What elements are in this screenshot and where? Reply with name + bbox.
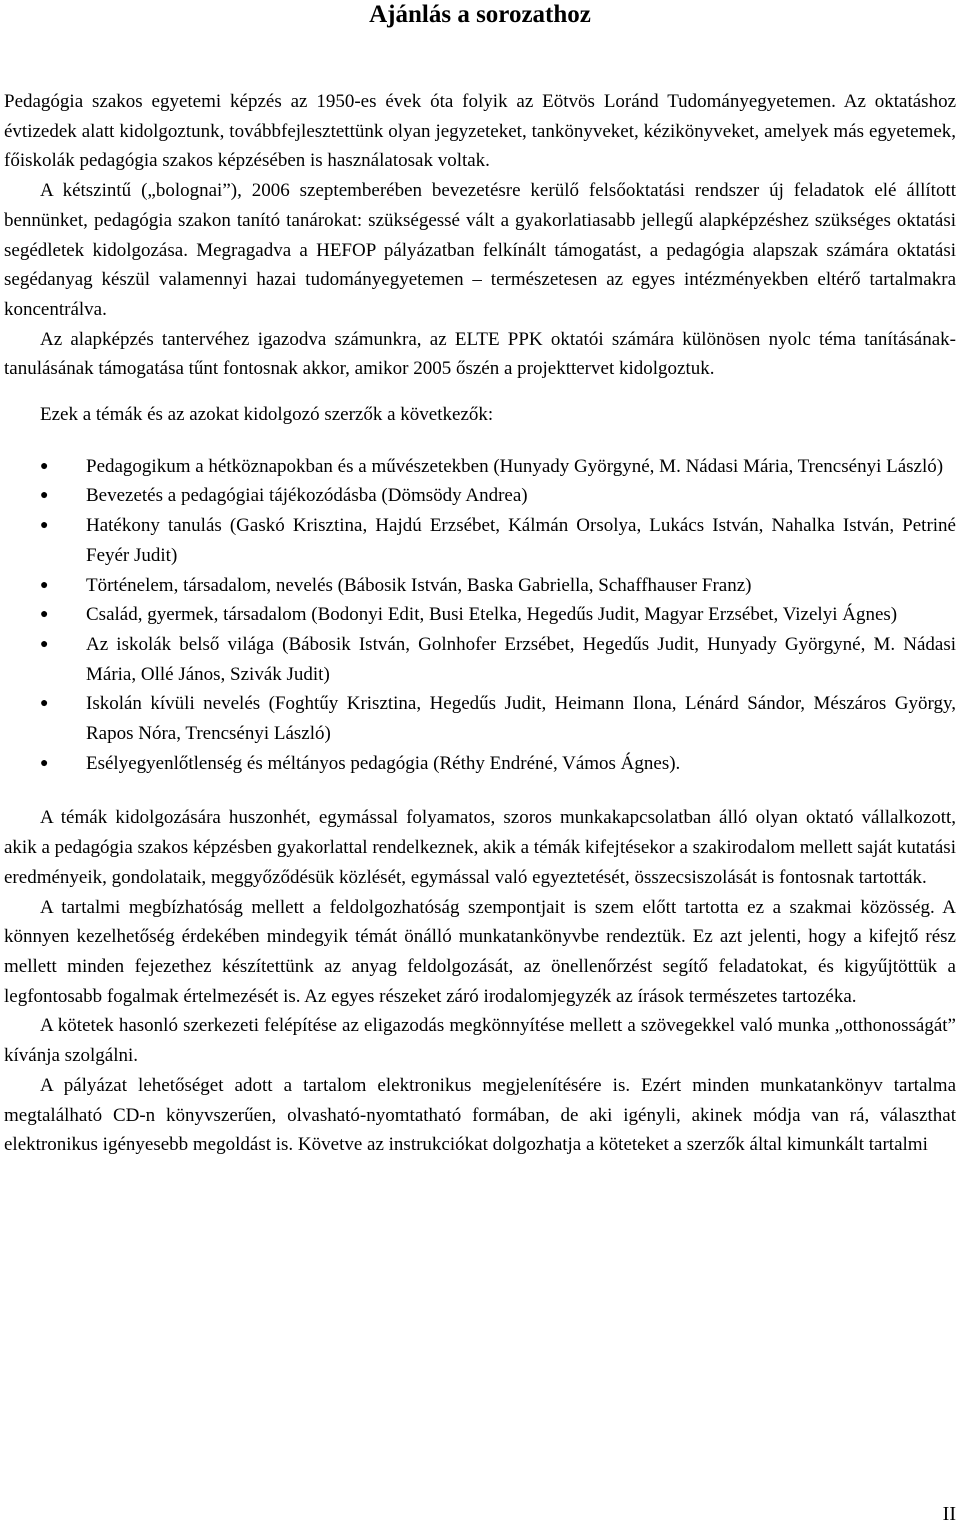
paragraph-reliability: A tartalmi megbízhatóság mellett a feldolgozhatóság szempontjait is szem előtt tartotta ez a szakmai közösség. A könnyen kezelhetőség érdekében mindegyik témát önálló munkatankönyvbe rendeztük. Ez azt jelenti, hogy a kifejtő rész mellett minden fejezethez készítettünk az anyag feldolgozását, az önellenőrzést segítő feladatokat, és kigyűjtöttük a legfontosabb fogalmak értelmezését is. Az egyes részeket záró irodalomjegyzék az írások természetes tartozéka.: [4, 896, 956, 1007]
list-item: [4, 689, 956, 748]
paragraph-authors: A témák kidolgozására huszonhét, egymással folyamatos, szoros munkakapcsolatban álló olyan oktató vállalkozott, akik a pedagógia szakos képzésben gyakorlattal rendelkeznek, akik a témák kifejtésekor a szakirodalom mellett saját kutatási eredményeik, gondolataik, meggyőződésük közlését, egymással való egyeztetését, összecsiszolását is fontosnak tartották.: [4, 807, 956, 888]
list-item: [4, 481, 956, 511]
list-item: [4, 600, 956, 630]
paragraph-bologna-text: A kétszintű („bolognai”), 2006 szeptemberében bevezetésre kerülő felsőoktatási rendszer új feladatok elé állított bennünket, pedagógia szakon tanító tanárokat: szükségessé vált a gyakorlatiasabb jellegű alapképzéshez szükséges oktatási segédletek kidolgozása. Megragadva a HEFOP pályázatban felkínált támogatást, a pedagógia alapszak számára oktatási segédanyag készül valamennyi hazai tudományegyetemen – természetesen az egyes intézményekben eltérő tartalmakra koncentrálva.: [4, 180, 956, 320]
bullet-icon: ●: [40, 488, 49, 504]
list-item-text: Pedagogikum a hétköznapokban és a művészetekben (Hunyady Györgyné, M. Nádasi Mária, Trencsényi László): [86, 455, 944, 477]
list-item-text: Család, gyermek, társadalom (Bodonyi Edit, Busi Etelka, Hegedűs Judit, Magyar Erzsébet, Vizelyi Ágnes): [86, 604, 898, 626]
bullet-icon: ●: [40, 755, 49, 771]
list-item-text: Hatékony tanulás (Gaskó Krisztina, Hajdú Erzsébet, Kálmán Orsolya, Lukács István, Nahalka István, Petriné Feyér Judit): [86, 515, 956, 566]
paragraph-structure: A kötetek hasonló szerkezeti felépítése az eligazodás megkönnyítése mellett a szövegekkel való munka „otthonosságát” kívánja szolgálni.: [4, 1015, 956, 1067]
document-page: [4, 0, 956, 1160]
list-item-text: Bevezetés a pedagógiai tájékozódásba (Dömsödy Andrea): [86, 485, 528, 507]
paragraph-curriculum: Az alapképzés tantervéhez igazodva számunkra, az ELTE PPK oktatói számára különösen nyolc téma tanításának-tanulásának támogatása tűnt fontosnak akkor, amikor 2005 őszén a projekttervet kidolgoztuk.: [4, 328, 956, 380]
paragraph-electronic: A pályázat lehetőséget adott a tartalom elektronikus megjelenítésére is. Ezért minden munkatankönyv tartalma megtalálható CD-n könyvszerűen, olvasható-nyomtatható formában, de aki igényli, akinek módja van rá, választhat elektronikus igényesebb megoldást is. Követve az instrukciókat dolgozhatja a köteteket a szerzők által kimunkált tartalmi: [4, 1074, 956, 1156]
bullet-icon: ●: [40, 458, 49, 474]
paragraph-history: [4, 87, 956, 176]
list-item: [4, 749, 956, 779]
list-item-text: Történelem, társadalom, nevelés (Bábosik István, Baska Gabriella, Schaffhauser Franz): [86, 574, 752, 596]
themes-intro: Ezek a témák és az azokat kidolgozó szerzők a következők:: [40, 404, 494, 426]
list-item: [4, 511, 956, 570]
bullet-icon: ●: [40, 636, 49, 652]
bullet-icon: ●: [40, 577, 49, 593]
bullet-icon: ●: [40, 696, 49, 712]
page-title: Ajánlás a sorozathoz: [369, 1, 591, 28]
bullet-icon: ●: [40, 518, 49, 534]
themes-list: [4, 452, 956, 779]
list-item: [4, 452, 956, 482]
bullet-icon: ●: [40, 607, 49, 623]
list-item-text: Iskolán kívüli nevelés (Foghtűy Krisztina, Hegedűs Judit, Heimann Ilona, Lénárd Sándor, Mészáros György, Rapos Nóra, Trencsényi László): [86, 693, 956, 745]
list-item: [4, 571, 956, 601]
page-number: II: [942, 1503, 956, 1525]
paragraph-history-text: Pedagógia szakos egyetemi képzés az 1950-es évek óta folyik az Eötvös Loránd Tudományegyetemen. Az oktatáshoz évtizedek alatt kidolgoztunk, továbbfejlesztettünk olyan jegyzeteket, tankönyveket, kézikönyveket, amelyek más egyetemek, főiskolák pedagógia szakos képzésében is használatosak voltak.: [4, 91, 956, 172]
list-item-text: Az iskolák belső világa (Bábosik István, Golnhofer Erzsébet, Hegedűs Judit, Hunyady Györgyné, M. Nádasi Mária, Ollé János, Szivák Judit): [86, 633, 956, 685]
list-item: [4, 630, 956, 689]
list-item-text: Esélyegyenlőtlenség és méltányos pedagógia (Réthy Endréné, Vámos Ágnes).: [86, 752, 681, 774]
paragraph-bologna: [4, 176, 956, 325]
